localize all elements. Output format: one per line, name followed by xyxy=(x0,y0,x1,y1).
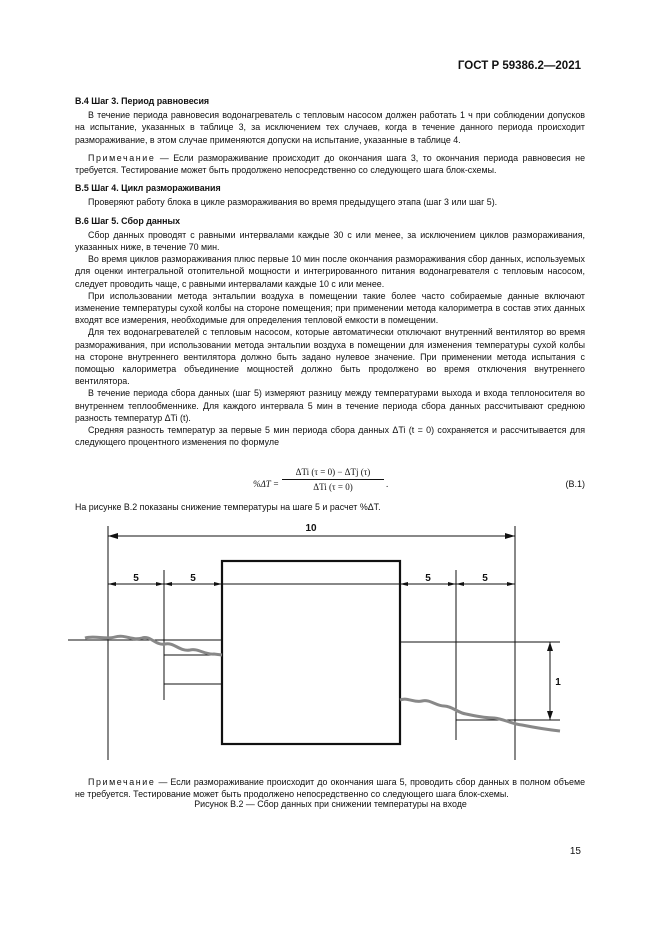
section-b4-title: В.4 Шаг 3. Период равновесия xyxy=(75,96,210,106)
section-b5-title: В.5 Шаг 4. Цикл размораживания xyxy=(75,183,221,194)
formula-end: . xyxy=(386,479,389,489)
figure-note-text: — Если размораживание происходит до окончания шага 5, проводить сбор данных в полном объеме не требуется. Тестирование может быть продолжено непосредственно со следующего шага блок-схемы. xyxy=(75,776,585,800)
section-b6-title: В.6 Шаг 5. Сбор данных xyxy=(75,215,181,226)
formula-denominator: ΔTi (τ = 0) xyxy=(313,482,353,493)
figure-caption: Рисунок В.2 — Сбор данных при снижении температуры на входе xyxy=(194,799,467,809)
label-seg2: 5 xyxy=(190,573,196,584)
section-b5-para1: Проверяют работу блока в цикле размораживания во время предыдущего этапа (шаг 3 или шаг 5). xyxy=(88,197,498,208)
note-label: Примечание xyxy=(88,152,156,163)
figure-note xyxy=(75,776,585,800)
section-b6-para6: Средняя разность температур за первые 5 мин периода сбора данных ΔTi (t = 0) сохраняется и рассчитывается для следующего процентного изменения по формуле xyxy=(75,425,585,448)
document-id: ГОСТ Р 59386.2—2021 xyxy=(457,60,581,72)
section-b6-para1: Сбор данных проводят с равными интервалами каждые 30 с или менее, за исключением циклов размораживания, указанных ниже, в течение 70 мин. xyxy=(75,229,585,253)
formula-number: (В.1) xyxy=(565,479,585,489)
section-b6-para2: Во время циклов размораживания плюс первые 10 мин после окончания размораживания сбор данных, используемых для оценки интегральной отопительной мощности и интегрированного питания водонагревателя с тепловым насосом, следует проводить чаще, с равными интервалами каждые 10 с или менее. xyxy=(75,254,585,289)
label-seg3: 5 xyxy=(425,573,431,584)
formula-lhs: %ΔT = xyxy=(253,479,279,489)
note-text: — Если размораживание происходит до окончания шага 3, то окончания периода равновесия не требуется. Тестирование может быть продолжено непосредственно со следующего шага блок-схемы. xyxy=(75,152,585,176)
label-seg1: 5 xyxy=(133,573,139,584)
section-b6-para3: При использовании метода энтальпии воздуха в помещении такие более часто собираемые данные включают изменение температуры сухой колбы на стороне помещения; при применении метода калориметра в состав этих данных входят все измерения, необходимые для определения тепловой емкости в помещении. xyxy=(75,290,585,326)
figure-intro: На рисунке В.2 показаны снижение температуры на шаге 5 и расчет %ΔT. xyxy=(75,502,381,512)
formula-numerator: ΔTi (τ = 0) − ΔTj (τ) xyxy=(282,466,384,480)
section-b6-para5: В течение периода сбора данных (шаг 5) измеряют разницу между температурами выхода и входа теплоносителя во внутреннем теплообменнике. Для каждого интервала 5 мин в течение периода сбора данных рассчитывают среднюю разность температур ΔTi (t). xyxy=(75,388,585,423)
section-b6-para4: Для тех водонагревателей с тепловым насосом, которые автоматически отключают внутренний вентилятор во время размораживания, при использовании метода энтальпии воздуха в помещении для изменения температуры сухой колбы на стороне внутреннего вентилятора должно быть задано нулевое значение. При применении метода испытания с помощью калориметра объединение мощностей должно быть продолжено во время отключения внутреннего вентилятора. xyxy=(75,327,585,387)
temperature-curve-after xyxy=(400,699,560,731)
defrost-box xyxy=(222,561,400,744)
figure-note-label: Примечание xyxy=(88,776,156,787)
temperature-curve-before xyxy=(85,636,222,655)
label-drop: 1 xyxy=(555,677,561,688)
section-b4-para1: В течение периода равновесия водонагреватель с тепловым насосом должен работать 1 ч при соблюдении допусков на испытание, указанных в таблице 3, за исключением тех случаев, когда в течение данного периода происходит размораживание, в этом случае применяются допуски на испытание, указанные в таблице 4. xyxy=(75,110,585,145)
label-total: 10 xyxy=(305,523,317,534)
label-seg4: 5 xyxy=(482,573,488,584)
page-number: 15 xyxy=(569,846,581,857)
